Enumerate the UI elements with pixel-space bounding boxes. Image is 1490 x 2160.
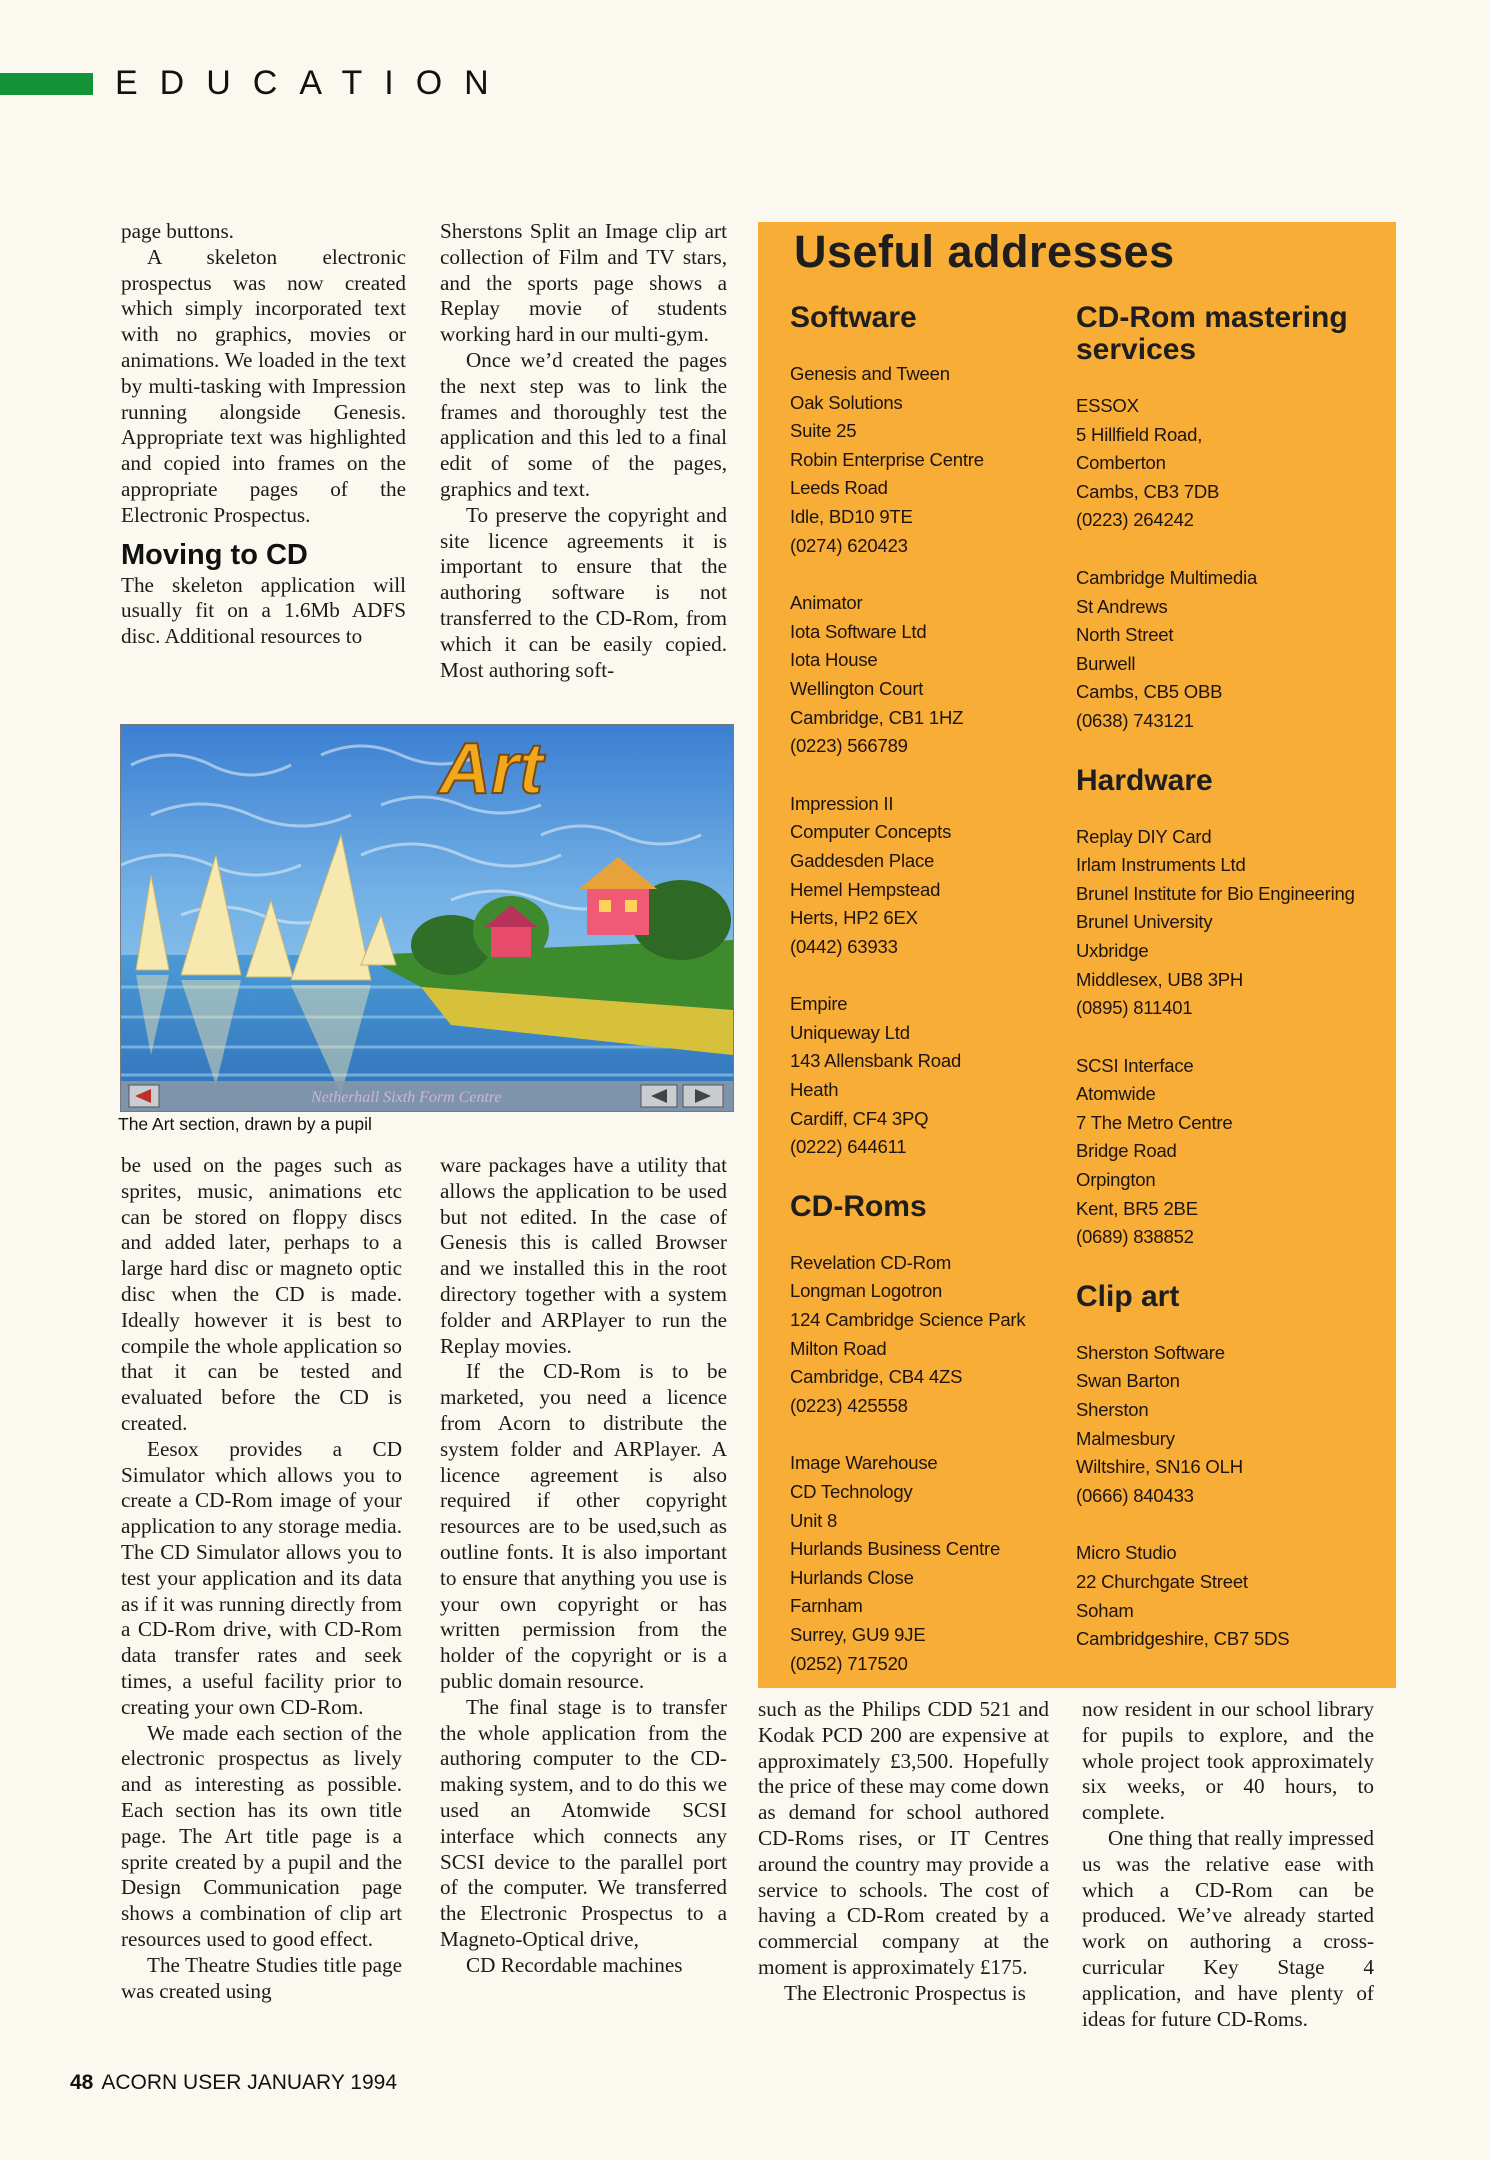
address-line: (0252) 717520	[790, 1652, 908, 1674]
address-line: 22 Churchgate Street	[1076, 1571, 1248, 1592]
address-line: Sherston Software	[1076, 1341, 1225, 1363]
address-line: Iota Software Ltd	[790, 620, 927, 642]
article-column-3a	[758, 1697, 1049, 2007]
address-line: Middlesex, UB8 3PH	[1076, 968, 1244, 990]
paragraph: be used on the pages such as sprites, music, animations etc can be stored on floppy discs and added later, perhaps to a large hard disc or magneto optic disc when the CD is made. Ideally however it is best to compile the whole application so that it can be tested and evaluated before the CD is created.	[121, 1153, 402, 1435]
useful-addresses-box	[758, 222, 1396, 1688]
address-line: 124 Cambridge Science Park	[790, 1309, 1026, 1331]
address-line: (0222) 644611	[790, 1136, 907, 1158]
address-entry	[790, 360, 1080, 560]
paragraph: We made each section of the electronic prospectus as lively and as interesting as possible. Each section has its own title page. The Art title page is a sprite created by a pupil and the Design Communication page shows a combination of clip art resources used to good effect.	[121, 1720, 402, 1951]
address-entry	[1076, 1539, 1386, 1653]
paragraph: One thing that really impressed us was the relative ease with which a CD-Rom can be produced. We’ve already started work on authoring a cross-curricular Key Stage 4 application, and have plenty of ideas for future CD-Roms.	[1082, 1825, 1374, 2031]
address-line: Cambs, CB3 7DB	[1076, 480, 1220, 502]
address-line: Heath	[790, 1079, 839, 1101]
paragraph: The Theatre Studies title page was created using	[121, 1952, 402, 2003]
paragraph: Eesox provides a CD Simulator which allows you to create a CD-Rom image of your application to any storage media. The CD Simulator allows you to test your application and its data as if it was running directly from a CD-Rom drive, with CD-Rom data transfer rates and seek times, a useful facility prior to creating your own CD-Rom.	[121, 1436, 402, 1719]
address-line: Oak Solutions	[790, 391, 903, 413]
address-line: Unit 8	[790, 1509, 838, 1531]
address-entry	[790, 1449, 1080, 1678]
address-line: Comberton	[1076, 452, 1166, 474]
address-line: North Street	[1076, 624, 1174, 646]
address-line: Empire	[790, 993, 848, 1015]
address-entry	[790, 1249, 1080, 1421]
address-line: Uxbridge	[1076, 939, 1149, 961]
address-line: Micro Studio	[1076, 1542, 1177, 1564]
address-line: Longman Logotron	[790, 1280, 943, 1302]
paragraph: Sherstons Split an Image clip art collection of Film and TV stars, and the sports page shows a Replay movie of students working hard in our multi-gym.	[440, 219, 727, 347]
address-line: (0223) 425558	[790, 1394, 908, 1416]
address-line: SCSI Interface	[1076, 1054, 1194, 1076]
address-line: Genesis and Tween	[790, 363, 950, 384]
article-column-1b	[121, 1153, 402, 2004]
address-line: Brunel University	[1076, 911, 1213, 933]
paragraph: CD Recordable machines	[466, 1952, 683, 1977]
address-line: 5 Hillfield Road,	[1076, 423, 1203, 445]
addresses-title: Useful addresses	[794, 226, 1175, 277]
page-number: 48	[70, 2071, 94, 2094]
address-category-heading: Clip art	[1076, 1279, 1180, 1313]
address-line: CD Technology	[790, 1481, 913, 1502]
address-line: Brunel Institute for Bio Engineering	[1076, 882, 1355, 904]
address-line: Gaddesden Place	[790, 849, 935, 871]
paragraph: now resident in our school library for pupils to explore, and the whole project took approximately six weeks, or 40 hours, to complete.	[1082, 1697, 1374, 1825]
address-line: Atomwide	[1076, 1083, 1156, 1105]
address-line: Bridge Road	[1076, 1140, 1177, 1162]
address-line: (0274) 620423	[790, 534, 908, 556]
address-line: (0223) 264242	[1076, 509, 1194, 531]
page-footer	[70, 2071, 397, 2095]
address-line: Replay DIY Card	[1076, 825, 1212, 847]
address-line: Uniqueway Ltd	[790, 1021, 910, 1043]
address-category-heading: Hardware	[1076, 763, 1213, 797]
address-line: Irlam Instruments Ltd	[1076, 854, 1246, 876]
paragraph: page buttons.	[121, 219, 234, 243]
addresses-right-column	[1076, 288, 1386, 1683]
address-line: 143 Allensbank Road	[790, 1050, 962, 1072]
address-line: Milton Road	[790, 1337, 887, 1359]
address-line: St Andrews	[1076, 595, 1168, 617]
address-category-heading: CD-Rom mastering services	[1076, 301, 1348, 366]
address-line: Iota House	[790, 649, 878, 671]
publication-name: ACORN USER JANUARY 1994	[101, 2071, 398, 2094]
address-line: Hurlands Close	[790, 1566, 914, 1588]
address-entry	[1076, 1339, 1386, 1511]
banner-text: Netherhall Sixth Form Centre	[311, 1089, 502, 1106]
address-line: (0689) 838852	[1076, 1226, 1194, 1248]
address-entry	[1076, 392, 1386, 535]
address-line: Cambridge, CB1 1HZ	[790, 706, 964, 728]
address-line: Orpington	[1076, 1169, 1156, 1191]
address-line: Image Warehouse	[790, 1452, 938, 1474]
address-line: (0895) 811401	[1076, 997, 1193, 1019]
address-line: (0638) 743121	[1076, 709, 1194, 731]
article-column-3b	[1082, 1697, 1374, 2032]
paragraph: A skeleton electronic prospectus was now created which simply incorporated text with no graphics, movies or animations. We loaded in the text by multi-tasking with Impression running alongside Genesis. Appropriate text was highlighted and copied into frames on the appropriate pages of the Electronic Prospectus.	[121, 244, 406, 527]
address-entry	[790, 589, 1080, 761]
address-line: Cambridgeshire, CB7 5DS	[1076, 1628, 1290, 1650]
section-color-bar	[0, 73, 93, 95]
address-line: (0223) 566789	[790, 735, 908, 757]
paragraph: If the CD-Rom is to be marketed, you need a licence from Acorn to distribute the system folder and ARPlayer. A licence agreement is also required if other copyright resources are to be used,such as outline fonts. It is also important to ensure that anything you use is your own copyright or has written permission from the holder of the copyright or is a public domain resource.	[440, 1359, 727, 1693]
address-line: (0442) 63933	[790, 935, 898, 957]
address-entry	[1076, 1052, 1386, 1252]
address-line: Leeds Road	[790, 477, 888, 499]
address-line: Idle, BD10 9TE	[790, 505, 913, 527]
paragraph: ware packages have a utility that allows the application to be used but not edited. In the case of Genesis this is called Browser and we installed this in the root directory together with a system folder and ARPlayer to run the Replay movies.	[440, 1153, 727, 1358]
address-entry	[790, 790, 1080, 962]
address-line: Sherston	[1076, 1399, 1149, 1421]
address-entry	[1076, 564, 1386, 736]
paragraph: To preserve the copyright and site licence agreements it is important to ensure that the authoring software is not transferred to the CD-Rom, from which it can be easily copied. Most authoring soft-	[440, 502, 727, 682]
address-line: Cardiff, CF4 3PQ	[790, 1107, 929, 1129]
addresses-left-column	[790, 288, 1080, 1707]
address-line: ESSOX	[1076, 395, 1139, 416]
paragraph: such as the Philips CDD 521 and Kodak PCD 200 are expensive at approximately £3,500. Hopefully the price of these may come down as demand for school authored CD-Roms rises, or IT Centres around the country may provide a service to schools. The cost of having a CD-Rom created by a commercial company at the moment is approximately £175.	[758, 1697, 1049, 1979]
figure-caption: The Art section, drawn by a pupil	[118, 1114, 372, 1134]
address-line: Suite 25	[790, 420, 857, 442]
address-line: Hurlands Business Centre	[790, 1538, 1001, 1560]
address-line: Kent, BR5 2BE	[1076, 1197, 1198, 1219]
address-line: Herts, HP2 6EX	[790, 907, 918, 929]
article-column-2a	[440, 219, 727, 683]
paragraph: Once we’d created the pages the next step was to link the frames and thoroughly test the application and this led to a final edit of some of the pages, graphics and text.	[440, 347, 727, 501]
section-title: EDUCATION	[115, 64, 511, 102]
address-line: 7 The Metro Centre	[1076, 1111, 1233, 1133]
address-line: Computer Concepts	[790, 821, 952, 843]
address-line: Farnham	[790, 1595, 863, 1617]
address-line: Soham	[1076, 1599, 1134, 1621]
address-line: Hemel Hempstead	[790, 878, 941, 900]
address-line: Malmesbury	[1076, 1427, 1175, 1449]
address-line: Burwell	[1076, 652, 1136, 674]
address-line: Animator	[790, 592, 863, 614]
address-line: Cambs, CB5 OBB	[1076, 681, 1223, 703]
address-category-heading: CD-Roms	[790, 1189, 927, 1223]
address-line: Wiltshire, SN16 OLH	[1076, 1456, 1243, 1478]
address-line: Cambridge Multimedia	[1076, 566, 1258, 588]
address-line: Swan Barton	[1076, 1370, 1180, 1392]
address-line: Wellington Court	[790, 677, 924, 699]
article-column-2b	[440, 1153, 727, 1979]
article-column-1a	[121, 219, 406, 650]
address-category-heading: Software	[790, 301, 917, 334]
address-line: Impression II	[790, 792, 894, 814]
address-line: Robin Enterprise Centre	[790, 448, 984, 470]
subheading-moving-to-cd: Moving to CD	[121, 538, 308, 571]
address-entry	[1076, 823, 1386, 1023]
art-title-text: Art	[439, 729, 543, 809]
paragraph: The skeleton application will usually fit on a 1.6Mb ADFS disc. Additional resources to	[121, 572, 406, 649]
address-line: (0666) 840433	[1076, 1484, 1194, 1506]
paragraph: The final stage is to transfer the whole application from the authoring computer to the CD-making system, and to do this we used an Atomwide SCSI interface which connects any SCSI device to the parallel port of the computer. We transferred the Electronic Prospectus to a Magneto-Optical drive,	[440, 1694, 727, 1951]
art-section-screenshot	[120, 724, 734, 1112]
address-line: Cambridge, CB4 4ZS	[790, 1366, 963, 1388]
address-entry	[790, 990, 1080, 1162]
paragraph: The Electronic Prospectus is	[784, 1980, 1026, 2005]
address-line: Revelation CD-Rom	[790, 1251, 952, 1273]
address-line: Surrey, GU9 9JE	[790, 1623, 926, 1645]
